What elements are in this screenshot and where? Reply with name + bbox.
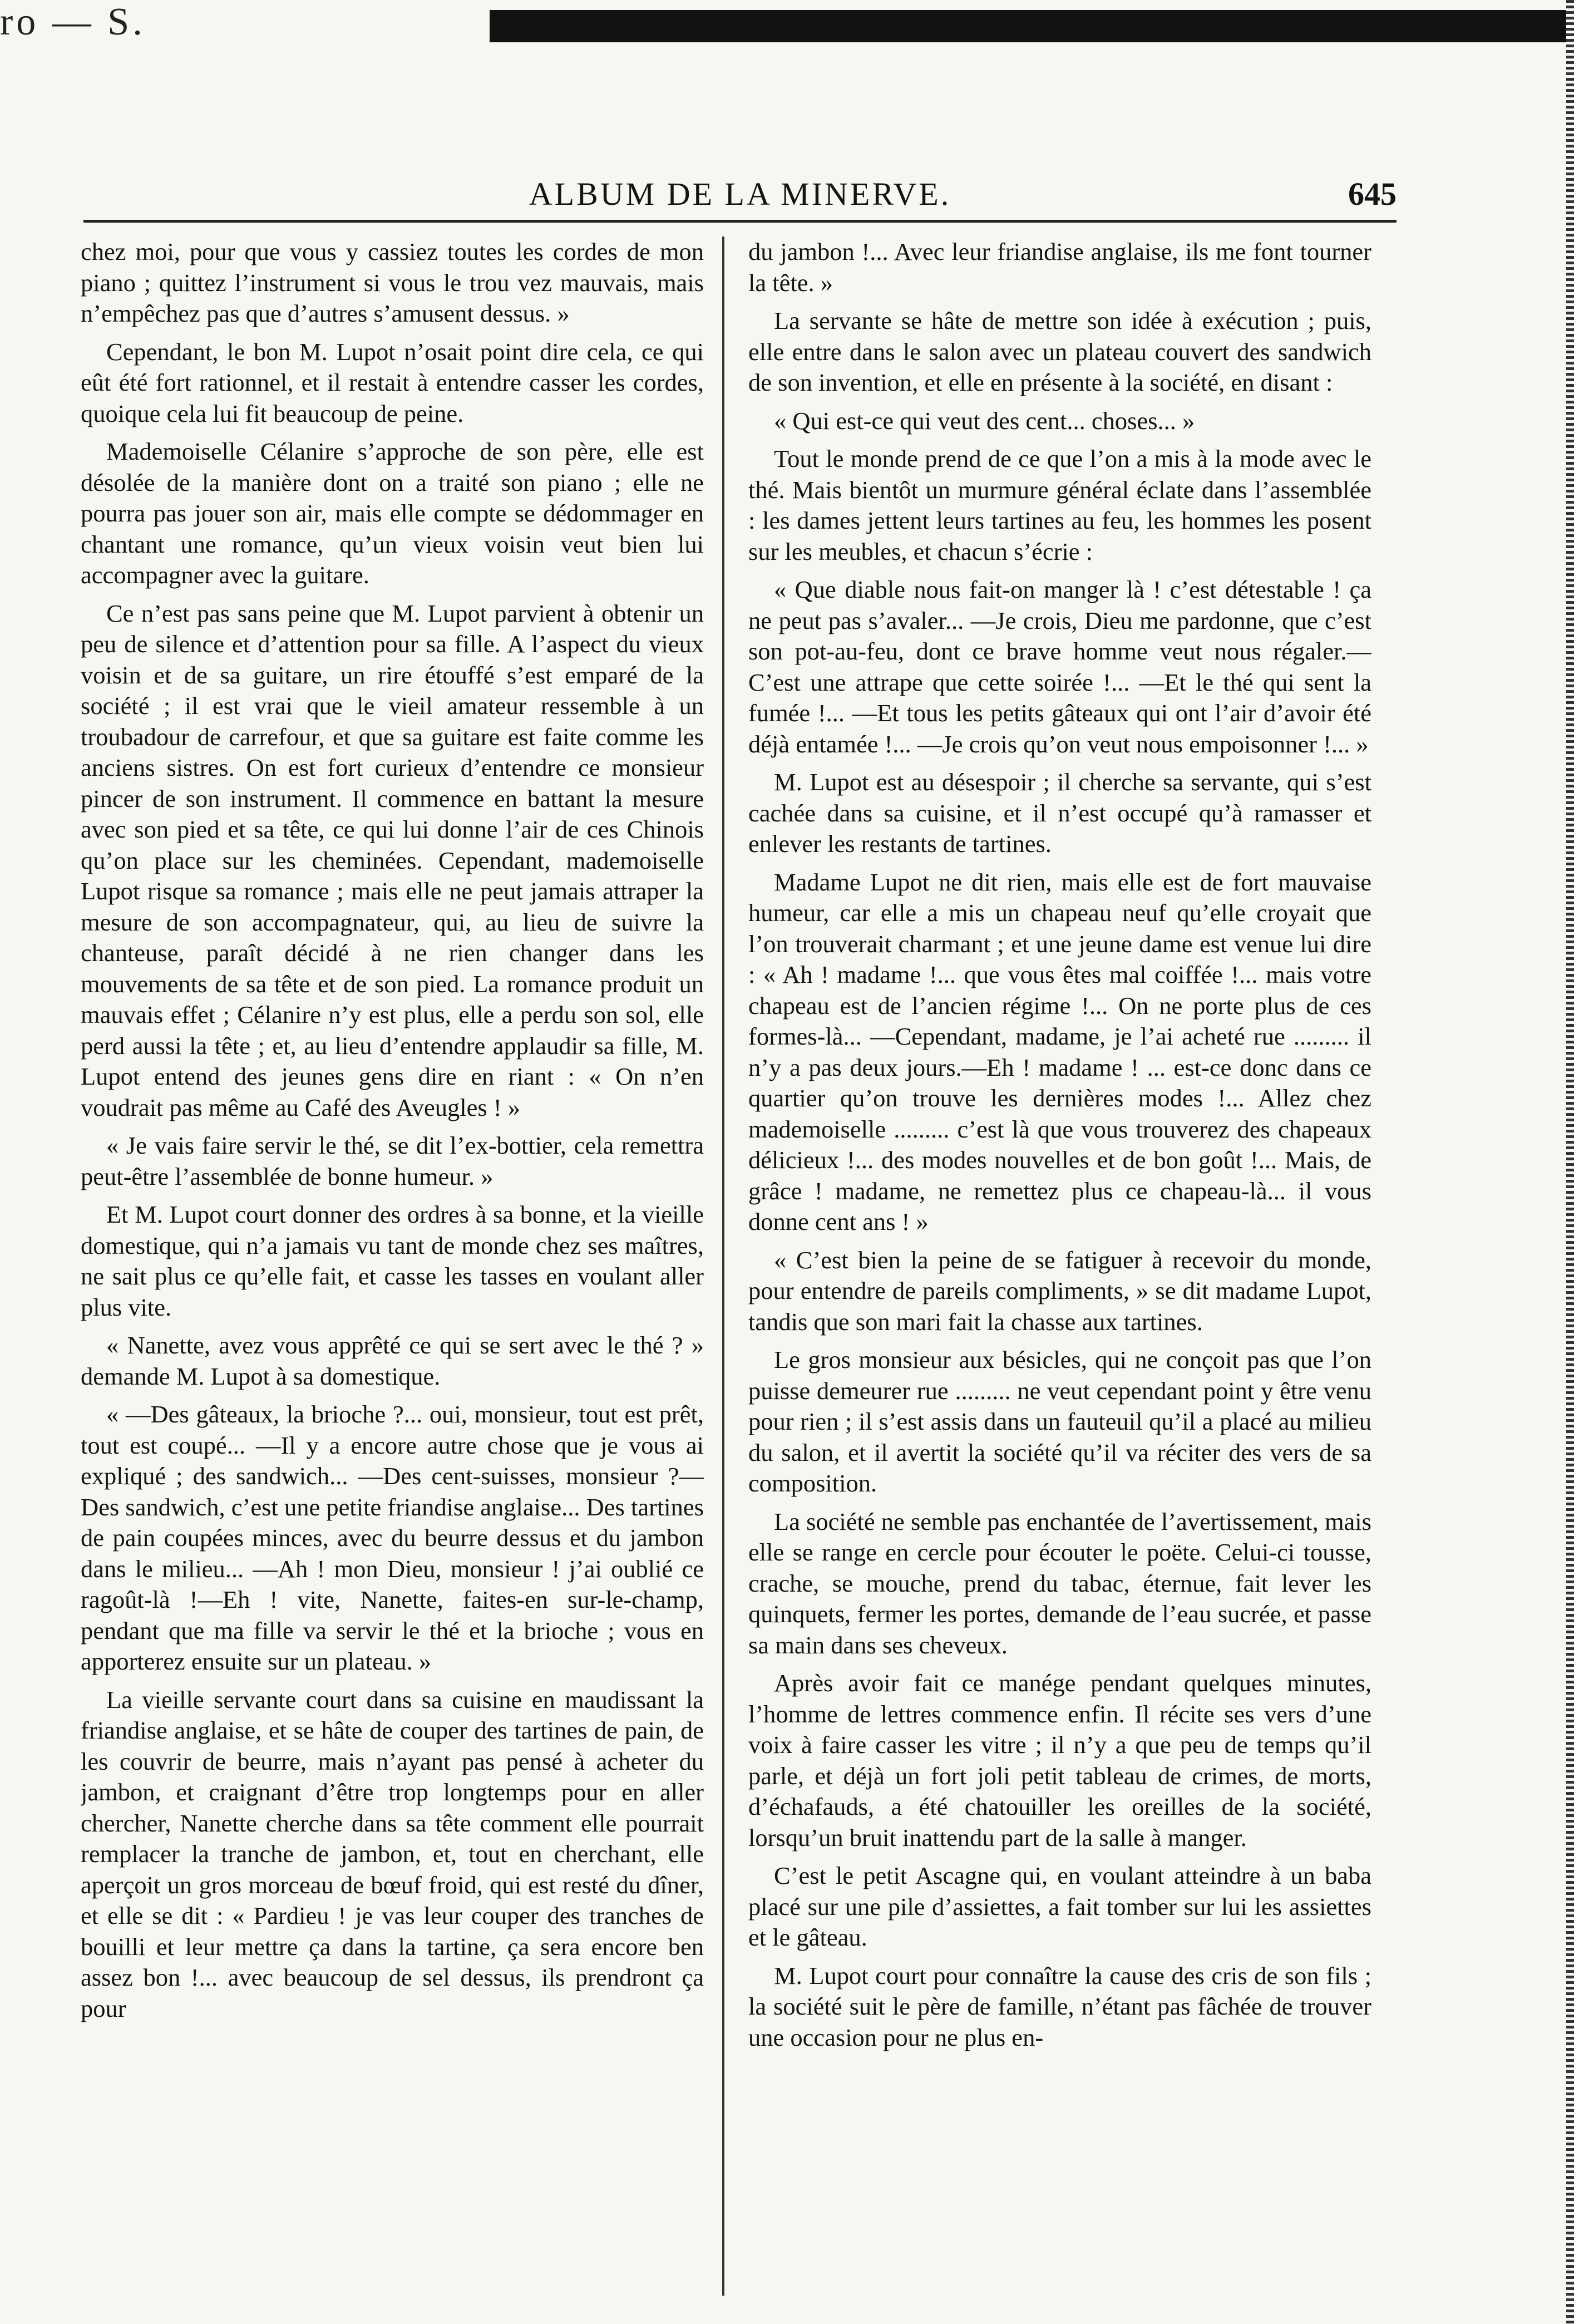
left-column — [81, 237, 704, 2296]
paragraph: La servante se hâte de mettre son idée à exécution ; puis, elle entre dans le salon avec un plateau couvert des sandwich de son invention, et elle en présente à la société, en disant : — [748, 307, 1371, 396]
paragraph: chez moi, pour que vous y cassiez toutes les cordes de mon piano ; quittez l’instrument si vous le trou vez mauvais, mais n’empêchez pas que d’autres s’amusent dessus. » — [81, 238, 704, 327]
paragraph: M. Lupot court pour connaître la cause des cris de son fils ; la société suit le père de famille, n’étant pas fâchée de trouver une occasion pour ne plus en- — [748, 1961, 1371, 2051]
scan-mark: ro — S. — [0, 1, 146, 43]
paragraph: « Je vais faire servir le thé, se dit l’ex-bottier, cela remettra peut-être l’assemblée de bonne humeur. » — [81, 1131, 704, 1190]
paragraph: « Que diable nous fait-on manger là ! c’est détestable ! ça ne peut pas s’avaler... —Je crois, Dieu me pardonne, que c’est son pot-au-feu, dont ce brave homme veut nous régaler.—C’est une attrape que cette soirée !... —Et le thé qui sent la fumée !... —Et tous les petits gâteaux qui ont l’air d’avoir été déjà entamée !... —Je crois qu’on veut nous empoisonner !... » — [748, 575, 1371, 758]
paragraph: du jambon !... Avec leur friandise anglaise, ils me font tourner la tête. » — [748, 238, 1371, 297]
paragraph: « Nanette, avez vous apprêté ce qui se sert avec le thé ? » demande M. Lupot à sa domestique. — [81, 1331, 704, 1390]
paragraph: « —Des gâteaux, la brioche ?... oui, monsieur, tout est prêt, tout est coupé... —Il y a encore autre chose que je vous ai expliqué ; des sandwich... —Des cent-suisses, monsieur ?—Des sandwich, c’est une petite friandise anglaise... Des tartines de pain coupées minces, avec du beurre dessus et du jambon dans le milieu... —Ah ! mon Dieu, monsieur ! j’ai oublié ce ragoût-là !—Eh ! vite, Nanette, faites-en sur-le-champ, pendant que ma fille va servir le thé et la brioche ; vous en apporterez ensuite sur un plateau. » — [81, 1400, 704, 1675]
top-black-rule — [490, 10, 1574, 42]
page-edge — [1566, 0, 1574, 2324]
paragraph: Madame Lupot ne dit rien, mais elle est de fort mauvaise humeur, car elle a mis un chapeau neuf qu’elle croyait que l’on trouverait charmant ; et une jeune dame est venue lui dire : « Ah ! madame !... que vous êtes mal coiffée !... mais votre chapeau est de l’ancien régime !... On ne porte plus de ces formes-là... —Cependant, madame, je l’ai acheté rue ......... il n’y a pas deux jours.—Eh ! madame ! ... est-ce donc dans ce quartier qu’on trouve les dernières modes !... Allez chez mademoiselle ......... c’est là que vous trouverez des chapeaux délicieux !... des modes nouvelles et de bon goût !... Mais, de grâce ! madame, ne remettez plus ce chapeau-là... il vous donne cent ans ! » — [748, 868, 1371, 1235]
paragraph: Cependant, le bon M. Lupot n’osait point dire cela, ce qui eût été fort rationnel, et il restait à entendre casser les cordes, quoique cela lui fit beaucoup de peine. — [81, 337, 704, 427]
page-number: 645 — [1348, 176, 1397, 212]
paragraph: Et M. Lupot court donner des ordres à sa bonne, et la vieille domestique, qui n’a jamais vu tant de monde chez ses maîtres, ne sait plus ce qu’elle fait, et casse les tasses en voulant aller plus vite. — [81, 1200, 704, 1321]
page-header-title: ALBUM DE LA MINERVE. — [529, 176, 951, 212]
paragraph: « Qui est-ce qui veut des cent... choses... » — [774, 406, 1195, 435]
paragraph: M. Lupot est au désespoir ; il cherche sa servante, qui s’est cachée dans sa cuisine, et il n’est occupé qu’à ramasser et enlever les restants de tartines. — [748, 768, 1371, 858]
paragraph: Après avoir fait ce manége pendant quelques minutes, l’homme de lettres commence enfin. Il récite ses vers d’une voix à faire casser les vitre ; il n’y a que peu de temps qu’il parle, et déjà un fort joli petit tableau de crimes, de morts, d’échafauds, a été chatouiller les oreilles de la société, lorsqu’un bruit inattendu part de la salle à manger. — [748, 1669, 1371, 1852]
paragraph: La société ne semble pas enchantée de l’avertissement, mais elle se range en cercle pour écouter le poëte. Celui-ci tousse, crache, se mouche, prend du tabac, éternue, fait lever les quinquets, fermer les portes, demande de l’eau sucrée, et passe sa main dans ses cheveux. — [748, 1507, 1371, 1659]
header-rule — [83, 220, 1397, 223]
running-head — [83, 170, 1397, 225]
column-divider — [722, 237, 724, 2296]
paragraph: « C’est bien la peine de se fatiguer à recevoir du monde, pour entendre de pareils compliments, » se dit madame Lupot, tandis que son mari fait la chasse aux tartines. — [748, 1245, 1371, 1336]
paragraph: C’est le petit Ascagne qui, en voulant atteindre à un baba placé sur une pile d’assiettes, a fait tomber sur lui les assiettes et le gâteau. — [748, 1862, 1371, 1951]
paragraph: La vieille servante court dans sa cuisine en maudissant la friandise anglaise, et se hâte de couper des tartines de pain, de les couvrir de beurre, mais n’ayant pas pensé à acheter du jambon, et craignant d’être trop longtemps pour en aller chercher, Nanette cherche dans sa tête comment elle pourrait remplacer la tranche de jambon, et, tout en cherchant, elle aperçoit un gros morceau de bœuf froid, qui est resté du dîner, et elle se dit : « Pardieu ! je vas leur couper des tranches de bouilli et leur mettre ça dans la tartine, ça sera encore ben assez bon !... avec beaucoup de sel dessus, ils prendront ça pour — [81, 1685, 704, 2022]
paragraph: Tout le monde prend de ce que l’on a mis à la mode avec le thé. Mais bientôt un murmure général éclate dans l’assemblée : les dames jettent leurs tartines au feu, les hommes les posent sur les meubles, et chacun s’écrie : — [748, 445, 1371, 565]
paragraph: Mademoiselle Célanire s’approche de son père, elle est désolée de la manière dont on a traité son piano ; elle ne pourra pas jouer son air, mais elle compte se dédommager en chantant une romance, qu’un vieux voisin veut bien lui accompagner avec la guitare. — [81, 437, 704, 589]
paragraph: Ce n’est pas sans peine que M. Lupot parvient à obtenir un peu de silence et d’attention pour sa fille. A l’aspect du vieux voisin et de sa guitare, un rire étouffé s’est emparé de la société ; il est vrai que le vieil amateur ressemble à un troubadour de carrefour, et que sa guitare est faite comme les anciens sistres. On est fort curieux d’entendre ce monsieur pincer de son instrument. Il commence en battant la mesure avec son pied et sa tête, ce qui lui donne l’air de ces Chinois qu’on place sur les cheminées. Cependant, mademoiselle Lupot risque sa romance ; mais elle ne peut jamais attraper la mesure de son accompagnateur, qui, au lieu de suivre la chanteuse, paraît décidé à ne rien changer dans les mouvements de sa tête et de son pied. La romance produit un mauvais effet ; Célanire n’y est plus, elle a perdu son sol, elle perd aussi la tête ; et, au lieu d’entendre applaudir sa fille, M. Lupot entend des jeunes gens dire en riant : « On n’en voudrait pas même au Café des Aveugles ! » — [81, 599, 704, 1121]
right-column — [748, 237, 1371, 2296]
paragraph: Le gros monsieur aux bésicles, qui ne conçoit pas que l’on puisse demeurer rue ......... ne veut cependant point y être venu pour rien ; il s’est assis dans un fauteuil qu’il a placé au milieu du salon, et il avertit la société qu’il va réciter des vers de sa composition. — [748, 1346, 1371, 1497]
